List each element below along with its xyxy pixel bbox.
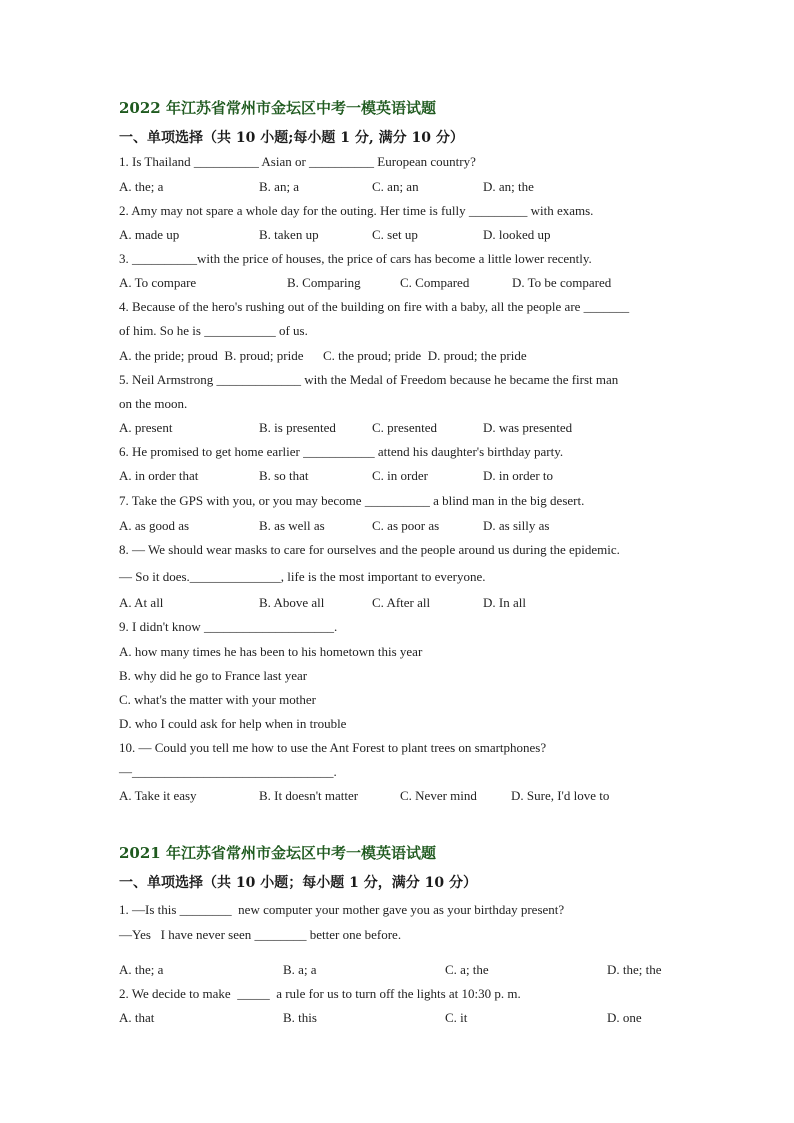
option-b: B. is presented bbox=[259, 420, 336, 435]
option-a: A. as good as bbox=[119, 518, 190, 533]
option-b: B. taken up bbox=[259, 227, 319, 242]
option-c: C. presented bbox=[372, 420, 437, 435]
question-8: 8. — We should wear masks to care for ourselves and the people around us during the epidemic. bbox=[119, 542, 620, 557]
option-a: A. in order that bbox=[119, 468, 199, 483]
question-2: 2. We decide to make _____ a rule for us to turn off the lights at 10:30 p. m. bbox=[119, 986, 521, 1001]
option-b: B. as well as bbox=[259, 518, 325, 533]
section-heading-2021: 一、单项选择（共 10 小题；每小题 1 分，满分 10 分） bbox=[119, 875, 477, 891]
question-1: 1. Is Thailand __________ Asian or __________ European country? bbox=[119, 154, 476, 169]
option-d: D. as silly as bbox=[483, 518, 550, 533]
option-d: D. Sure, I'd love to bbox=[511, 788, 610, 803]
option-a: A. the; a bbox=[119, 962, 164, 977]
option-b: B. It doesn't matter bbox=[259, 788, 359, 803]
question-5-continued: on the moon. bbox=[119, 396, 188, 411]
question-4-continued: of him. So he is ___________ of us. bbox=[119, 323, 308, 338]
option-c: C. After all bbox=[372, 595, 431, 610]
option-c: C. Never mind bbox=[400, 788, 477, 803]
option-a: A. how many times he has been to his hometown this year bbox=[119, 644, 423, 659]
question-4: 4. Because of the hero's rushing out of the building on fire with a baby, all the people are _______ bbox=[119, 299, 630, 314]
question-5: 5. Neil Armstrong _____________ with the Medal of Freedom because he became the first man bbox=[119, 372, 619, 387]
option-a: A. made up bbox=[119, 227, 180, 242]
option-b: B. an; a bbox=[259, 179, 300, 194]
question-1: 1. —Is this ________ new computer your mother gave you as your birthday present? bbox=[119, 902, 565, 917]
option-a: A. present bbox=[119, 420, 173, 435]
option-a: A. At all bbox=[119, 595, 164, 610]
option-c: C. an; an bbox=[372, 179, 419, 194]
option-c: C. set up bbox=[372, 227, 418, 242]
option-b: B. why did he go to France last year bbox=[119, 668, 308, 683]
option-b: B. so that bbox=[259, 468, 309, 483]
exam-title-2021: 2021 年江苏省常州市金坛区中考一模英语试题 bbox=[119, 844, 436, 862]
question-1-continued: —Yes I have never seen ________ better one before. bbox=[119, 927, 402, 942]
option-c: C. it bbox=[445, 1010, 468, 1025]
option-b: B. this bbox=[283, 1010, 317, 1025]
option-c: C. a; the bbox=[445, 962, 489, 977]
question-10: 10. — Could you tell me how to use the Ant Forest to plant trees on smartphones? bbox=[119, 740, 547, 755]
option-d: D. who I could ask for help when in trouble bbox=[119, 716, 347, 731]
option-d: D. looked up bbox=[483, 227, 551, 242]
question-8-continued: — So it does.______________, life is the most important to everyone. bbox=[119, 569, 486, 584]
question-4-options: A. the pride; proud B. proud; pride C. the proud; pride D. proud; the pride bbox=[119, 348, 527, 363]
option-a: A. To compare bbox=[119, 275, 197, 290]
option-b: B. Above all bbox=[259, 595, 325, 610]
question-2: 2. Amy may not spare a whole day for the outing. Her time is fully _________ with exams. bbox=[119, 203, 594, 218]
option-d: D. In all bbox=[483, 595, 526, 610]
option-d: D. the; the bbox=[607, 962, 662, 977]
option-a: A. Take it easy bbox=[119, 788, 197, 803]
option-c: C. in order bbox=[372, 468, 428, 483]
option-d: D. To be compared bbox=[512, 275, 612, 290]
option-c: C. what's the matter with your mother bbox=[119, 692, 316, 707]
option-d: D. was presented bbox=[483, 420, 573, 435]
section-heading-2022: 一、单项选择（共 10 小题;每小题 1 分, 满分 10 分） bbox=[119, 130, 464, 146]
exam-title-2022: 2022 年江苏省常州市金坛区中考一模英语试题 bbox=[119, 99, 436, 117]
question-10-continued: —_______________________________. bbox=[119, 764, 337, 779]
option-c: C. Compared bbox=[400, 275, 470, 290]
option-d: D. an; the bbox=[483, 179, 534, 194]
question-6: 6. He promised to get home earlier ___________ attend his daughter's birthday party. bbox=[119, 444, 564, 459]
option-d: D. one bbox=[607, 1010, 642, 1025]
option-a: A. that bbox=[119, 1010, 155, 1025]
option-b: B. a; a bbox=[283, 962, 317, 977]
question-7: 7. Take the GPS with you, or you may become __________ a blind man in the big desert. bbox=[119, 493, 585, 508]
option-d: D. in order to bbox=[483, 468, 554, 483]
question-3: 3. __________with the price of houses, the price of cars has become a little lower recently. bbox=[119, 251, 592, 266]
option-c: C. as poor as bbox=[372, 518, 440, 533]
option-a: A. the; a bbox=[119, 179, 164, 194]
option-b: B. Comparing bbox=[287, 275, 361, 290]
question-9: 9. I didn't know ____________________. bbox=[119, 619, 338, 634]
